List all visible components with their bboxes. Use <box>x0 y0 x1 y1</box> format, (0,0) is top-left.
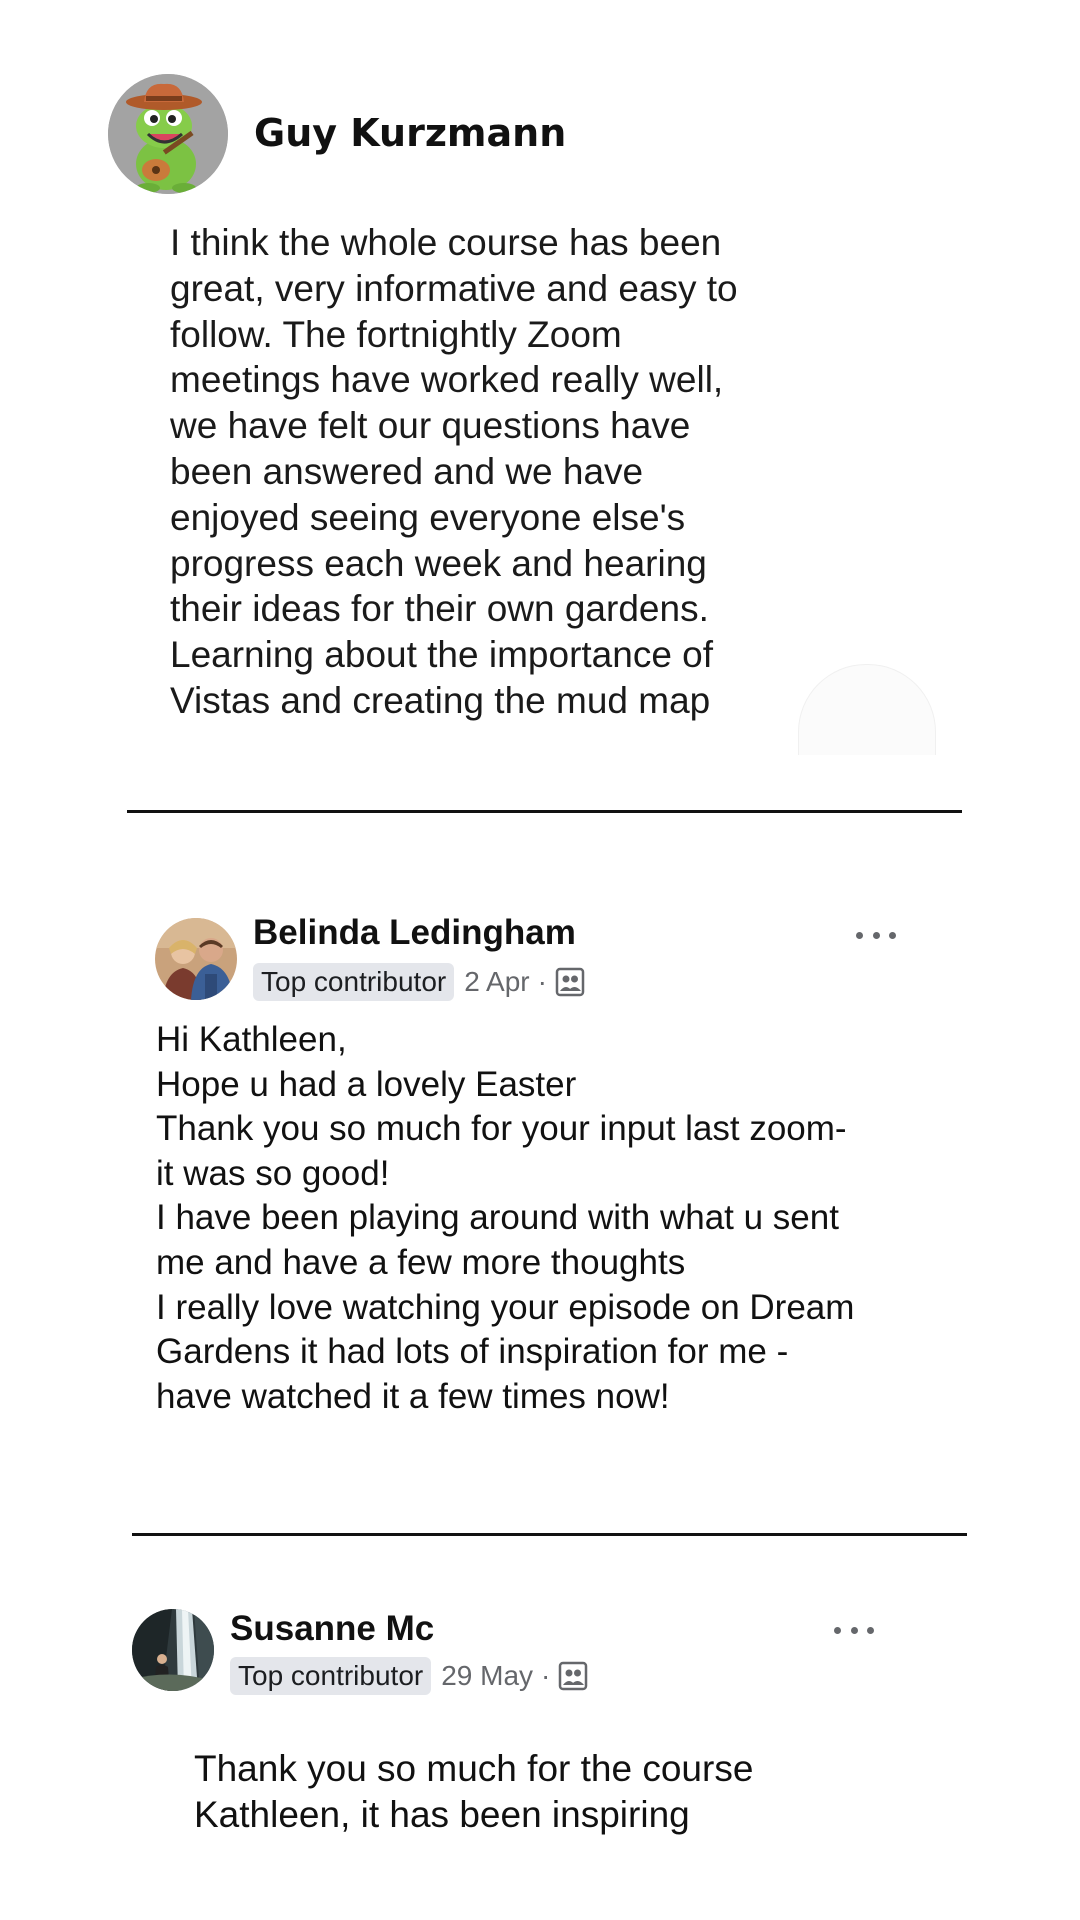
author-name[interactable]: Susanne Mc <box>230 1609 435 1648</box>
more-options-icon[interactable] <box>834 1620 874 1640</box>
couple-photo-avatar-icon <box>155 918 237 1000</box>
top-contributor-badge[interactable]: Top contributor <box>253 963 454 1001</box>
avatar[interactable] <box>108 74 228 194</box>
post-text: Thank you so much for the course Kathleen, it has been inspiring <box>194 1748 754 1835</box>
post-text: Hi Kathleen, Hope u had a lovely Easter Thank you so much for your input last zoom- it was so good! I have been playing around with what u sent me and have a few more thoughts I really love watching your episode on Dream Gardens it had lots of inspiration for me - have watched it a few times now! <box>156 1020 855 1416</box>
frog-cowboy-avatar-icon <box>108 74 228 194</box>
divider <box>132 1533 967 1536</box>
post-meta <box>253 962 585 1002</box>
waterfall-photo-avatar-icon <box>132 1609 214 1691</box>
author-name[interactable]: Guy Kurzmann <box>254 111 567 155</box>
author-name[interactable]: Belinda Ledingham <box>253 913 576 952</box>
post-date[interactable]: 2 Apr <box>464 966 530 997</box>
top-contributor-badge[interactable]: Top contributor <box>230 1657 431 1695</box>
group-audience-icon <box>558 1661 588 1691</box>
meta-separator: · <box>541 1660 551 1691</box>
post-date[interactable]: 29 May <box>441 1660 534 1691</box>
more-options-icon[interactable] <box>856 925 896 945</box>
faint-watermark-shape <box>798 664 936 755</box>
group-audience-icon <box>555 967 585 997</box>
avatar[interactable] <box>132 1609 214 1691</box>
post-meta <box>230 1656 588 1696</box>
avatar[interactable] <box>155 918 237 1000</box>
divider <box>127 810 962 813</box>
post-text: I think the whole course has been great, very informative and easy to follow. The fortnightly Zoom meetings have worked really well, we have felt our questions have been answered and we have enjoyed seeing everyone else's progress each week and hearing their ideas for their own gardens. Learning about the importance of Vistas and creating the mud map <box>170 222 738 721</box>
meta-separator: · <box>537 966 547 997</box>
